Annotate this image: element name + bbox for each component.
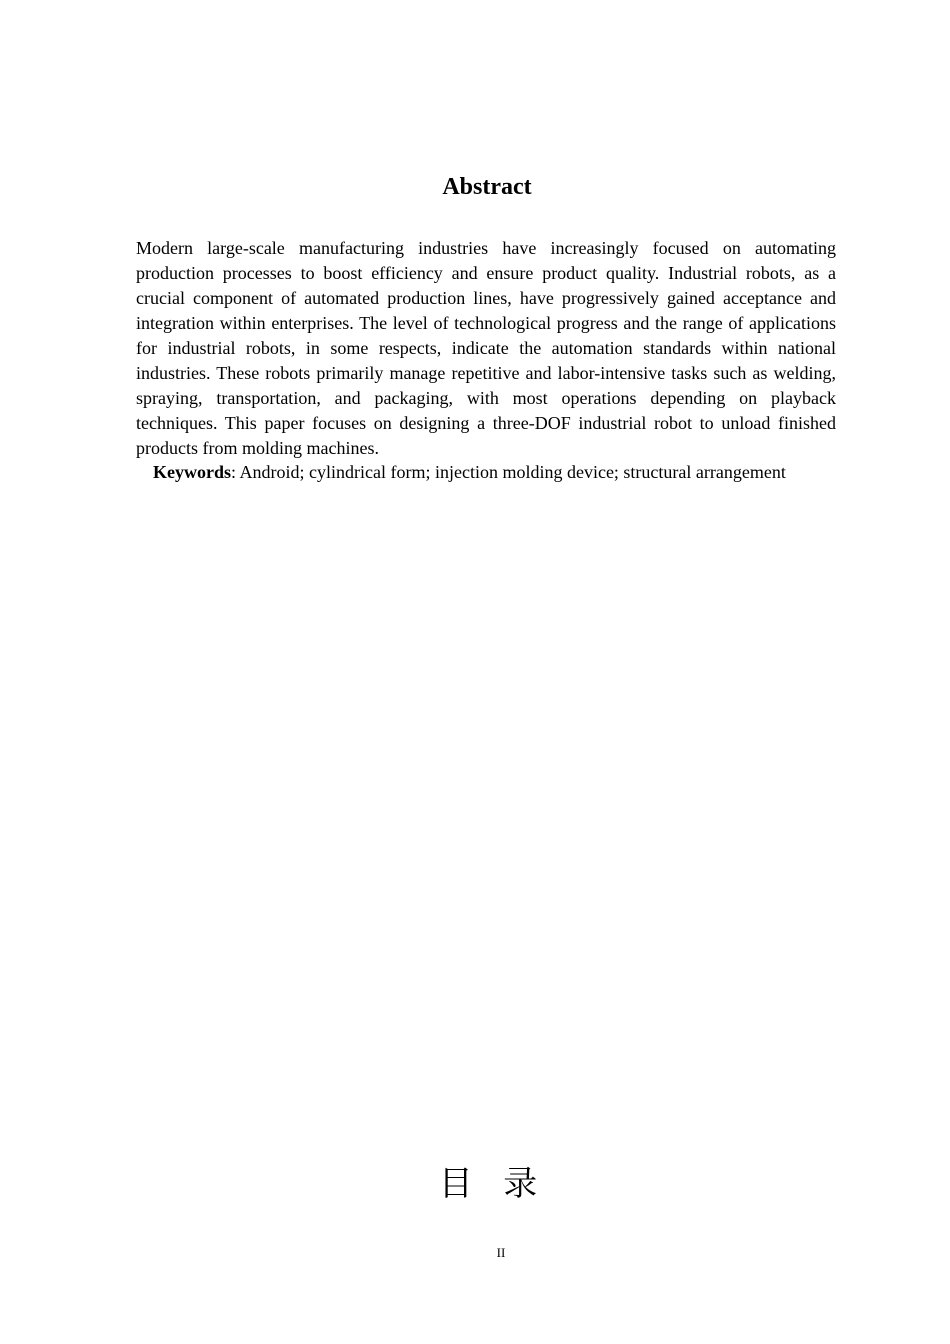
abstract-title: Abstract [442, 174, 532, 200]
keywords-label: Keywords [153, 462, 231, 482]
keywords-text: Android; cylindrical form; injection molding device; structural arrangement [236, 462, 786, 482]
keywords-line [153, 460, 853, 485]
page-number: II [496, 1245, 506, 1260]
abstract-body: Modern large-scale manufacturing industries have increasingly focused on automating production processes to boost efficiency and ensure product quality. Industrial robots, as a crucial component of automated production lines, have progressively gained acceptance and integration within enterprises. The level of technological progress and the range of applications for industrial robots, in some respects, indicate the automation standards within national industries. These robots primarily manage repetitive and labor-intensive tasks such as welding, spraying, transportation, and packaging, with most operations depending on playback techniques. This paper focuses on designing a three-DOF industrial robot to unload finished products from molding machines. [136, 238, 836, 458]
table-of-contents-heading: 目录 [438, 1164, 568, 1204]
keywords-separator: : [231, 462, 237, 482]
